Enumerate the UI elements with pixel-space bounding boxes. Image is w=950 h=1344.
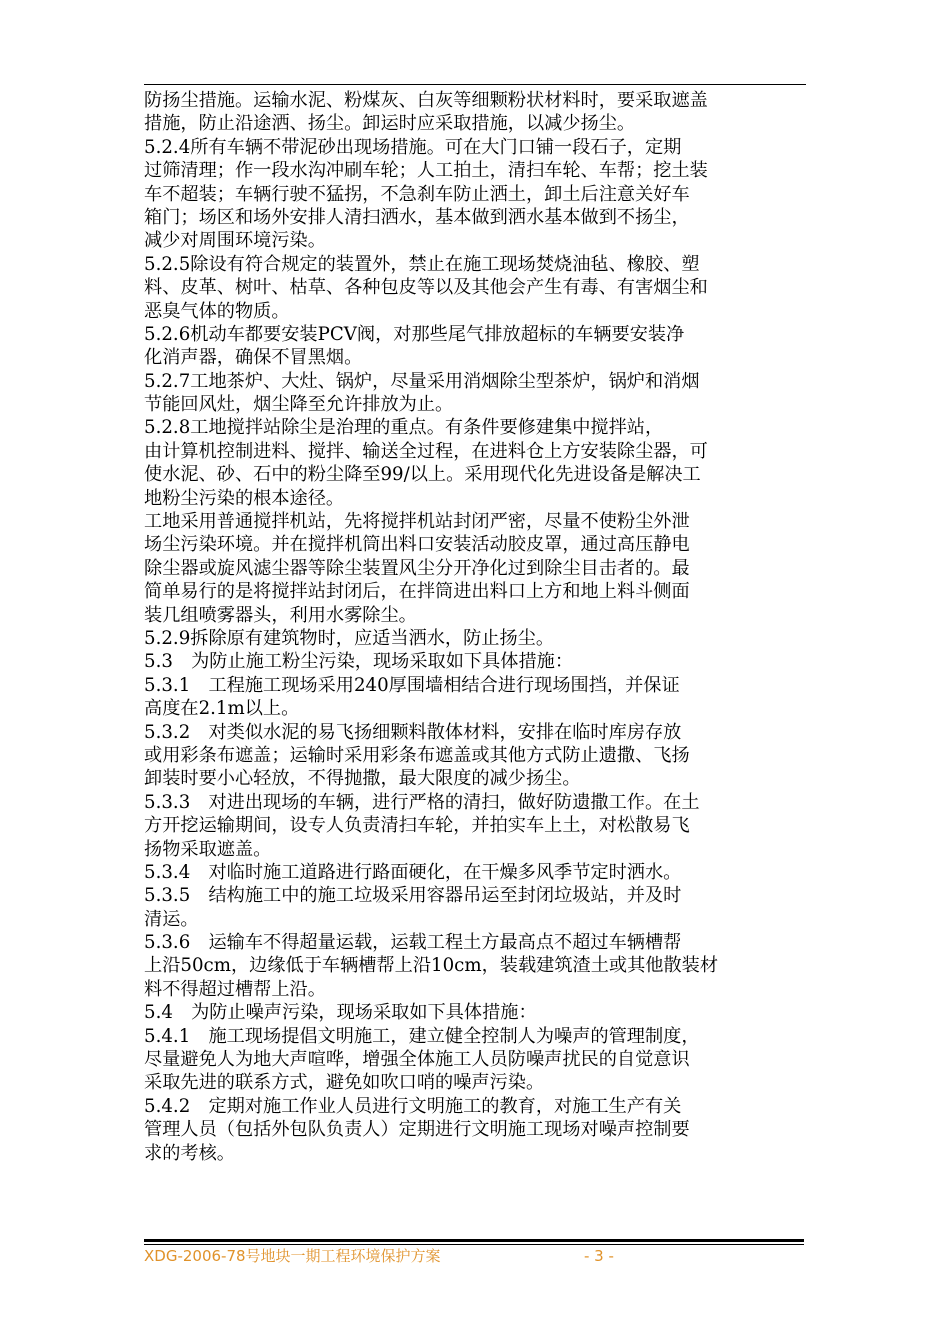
- body-line: 5.2.9拆除原有建筑物时，应适当洒水，防止扬尘。: [144, 627, 555, 649]
- body-line: 5.3.2 对类似水泥的易飞扬细颗料散体材料，安排在临时库房存放: [144, 721, 682, 743]
- body-line: 5.3.6 运输车不得超量运载，运载工程土方最高点不超过车辆槽帮: [144, 932, 682, 954]
- body-line: 5.2.6机动车都要安装PCV阀，对那些尾气排放超标的车辆要安装净: [144, 323, 685, 345]
- body-line: 地粉尘污染的根本途径。: [144, 487, 345, 509]
- header-rule: [144, 84, 806, 85]
- footer-rule-thin: [144, 1244, 804, 1245]
- body-line: 扬物采取遮盖。: [144, 838, 272, 860]
- body-line: 卸装时要小心轻放，不得抛撒，最大限度的减少扬尘。: [144, 768, 581, 790]
- body-line: 5.2.8工地搅拌站除尘是治理的重点。有条件要修建集中搅拌站，: [144, 417, 664, 439]
- footer-document-title: XDG-2006-78号地块一期工程环境保护方案: [144, 1247, 441, 1265]
- body-line: 5.3.4 对临时施工道路进行路面硬化，在干燥多风季节定时洒水。: [144, 861, 682, 883]
- body-line: 5.3.5 结构施工中的施工垃圾采用容器吊运至封闭垃圾站，并及时: [144, 885, 682, 907]
- body-line: 5.4.1 施工现场提倡文明施工，建立健全控制人为噪声的管理制度，: [144, 1025, 700, 1047]
- body-line: 5.3.3 对进出现场的车辆，进行严格的清扫，做好防遗撒工作。在土: [144, 791, 700, 813]
- body-line: 采取先进的联系方式，避免如吹口哨的噪声污染。: [144, 1072, 545, 1094]
- page-number: - 3 -: [584, 1247, 614, 1265]
- body-line: 除尘器或旋风滤尘器等除尘装置风尘分开净化过到除尘目击者的。最: [144, 557, 690, 579]
- body-line: 方开挖运输期间，设专人负责清扫车轮，并拍实车上土，对松散易飞: [144, 815, 690, 837]
- body-line: 过筛清理；作一段水沟冲刷车轮；人工拍土，清扫车轮、车帮；挖土装: [144, 160, 708, 182]
- body-line: 车不超装；车辆行驶不猛拐，不急刹车防止洒土，卸土后注意关好车: [144, 183, 690, 205]
- body-line: 尽量避免人为地大声喧哗，增强全体施工人员防噪声扰民的自觉意识: [144, 1049, 690, 1071]
- body-line: 减少对周围环境污染。: [144, 230, 326, 252]
- body-line: 管理人员（包括外包队负责人）定期进行文明施工现场对噪声控制要: [144, 1119, 690, 1141]
- body-line: 5.2.7工地茶炉、大灶、锅炉，尽量采用消烟除尘型茶炉，锅炉和消烟: [144, 370, 700, 392]
- body-line: 节能回风灶，烟尘降至允许排放为止。: [144, 394, 454, 416]
- body-line: 5.4 为防止噪声污染，现场采取如下具体措施：: [144, 1002, 537, 1024]
- body-line: 求的考核。: [144, 1142, 235, 1164]
- body-line: 5.2.4所有车辆不带泥砂出现场措施。可在大门口铺一段石子，定期: [144, 136, 682, 158]
- body-line: 料、皮革、树叶、枯草、各种包皮等以及其他会产生有毒、有害烟尘和: [144, 277, 708, 299]
- page-footer: [144, 1246, 806, 1270]
- body-line: 箱门；场区和场外安排人清扫洒水，基本做到洒水基本做到不扬尘，: [144, 206, 690, 228]
- body-line: 或用彩条布遮盖；运输时采用彩条布遮盖或其他方式防止遗撒、飞扬: [144, 744, 690, 766]
- document-body: [144, 89, 806, 1165]
- body-line: 简单易行的是将搅拌站封闭后，在拌筒进出料口上方和地上料斗侧面: [144, 581, 690, 603]
- body-line: 5.4.2 定期对施工作业人员进行文明施工的教育，对施工生产有关: [144, 1095, 682, 1117]
- body-line: 装几组喷雾器头，利用水雾除尘。: [144, 604, 417, 626]
- body-line: 5.3.1 工程施工现场采用240厚围墙相结合进行现场围挡，并保证: [144, 674, 680, 696]
- body-line: 料不得超过槽帮上沿。: [144, 978, 326, 1000]
- body-line: 防扬尘措施。运输水泥、粉煤灰、白灰等细颗粉状材料时，要采取遮盖: [144, 90, 708, 111]
- body-line: 由计算机控制进料、搅拌、输送全过程，在进料仓上方安装除尘器，可: [144, 440, 708, 462]
- body-line: 措施，防止沿途洒、扬尘。卸运时应采取措施，以减少扬尘。: [144, 113, 636, 135]
- body-line: 工地采用普通搅拌机站，先将搅拌机站封闭严密，尽量不使粉尘外泄: [144, 511, 690, 533]
- footer-rule-thick: [144, 1239, 804, 1242]
- body-line: 化消声器，确保不冒黑烟。: [144, 347, 363, 369]
- body-line: 5.2.5除设有符合规定的装置外，禁止在施工现场焚烧油毡、橡胶、塑: [144, 253, 700, 275]
- body-line: 使水泥、砂、石中的粉尘降至99/以上。采用现代化先进设备是解决工: [144, 464, 701, 486]
- body-line: 高度在2.1m以上。: [144, 698, 300, 720]
- body-line: 恶臭气体的物质。: [144, 300, 290, 322]
- body-line: 场尘污染环境。并在搅拌机筒出料口安装活动胶皮罩，通过高压静电: [144, 534, 690, 556]
- body-line: 5.3 为防止施工粉尘污染，现场采取如下具体措施：: [144, 651, 574, 673]
- body-line: 清运。: [144, 908, 199, 930]
- body-line: 上沿50cm，边缘低于车辆槽帮上沿10cm，装载建筑渣土或其他散装材: [144, 955, 719, 977]
